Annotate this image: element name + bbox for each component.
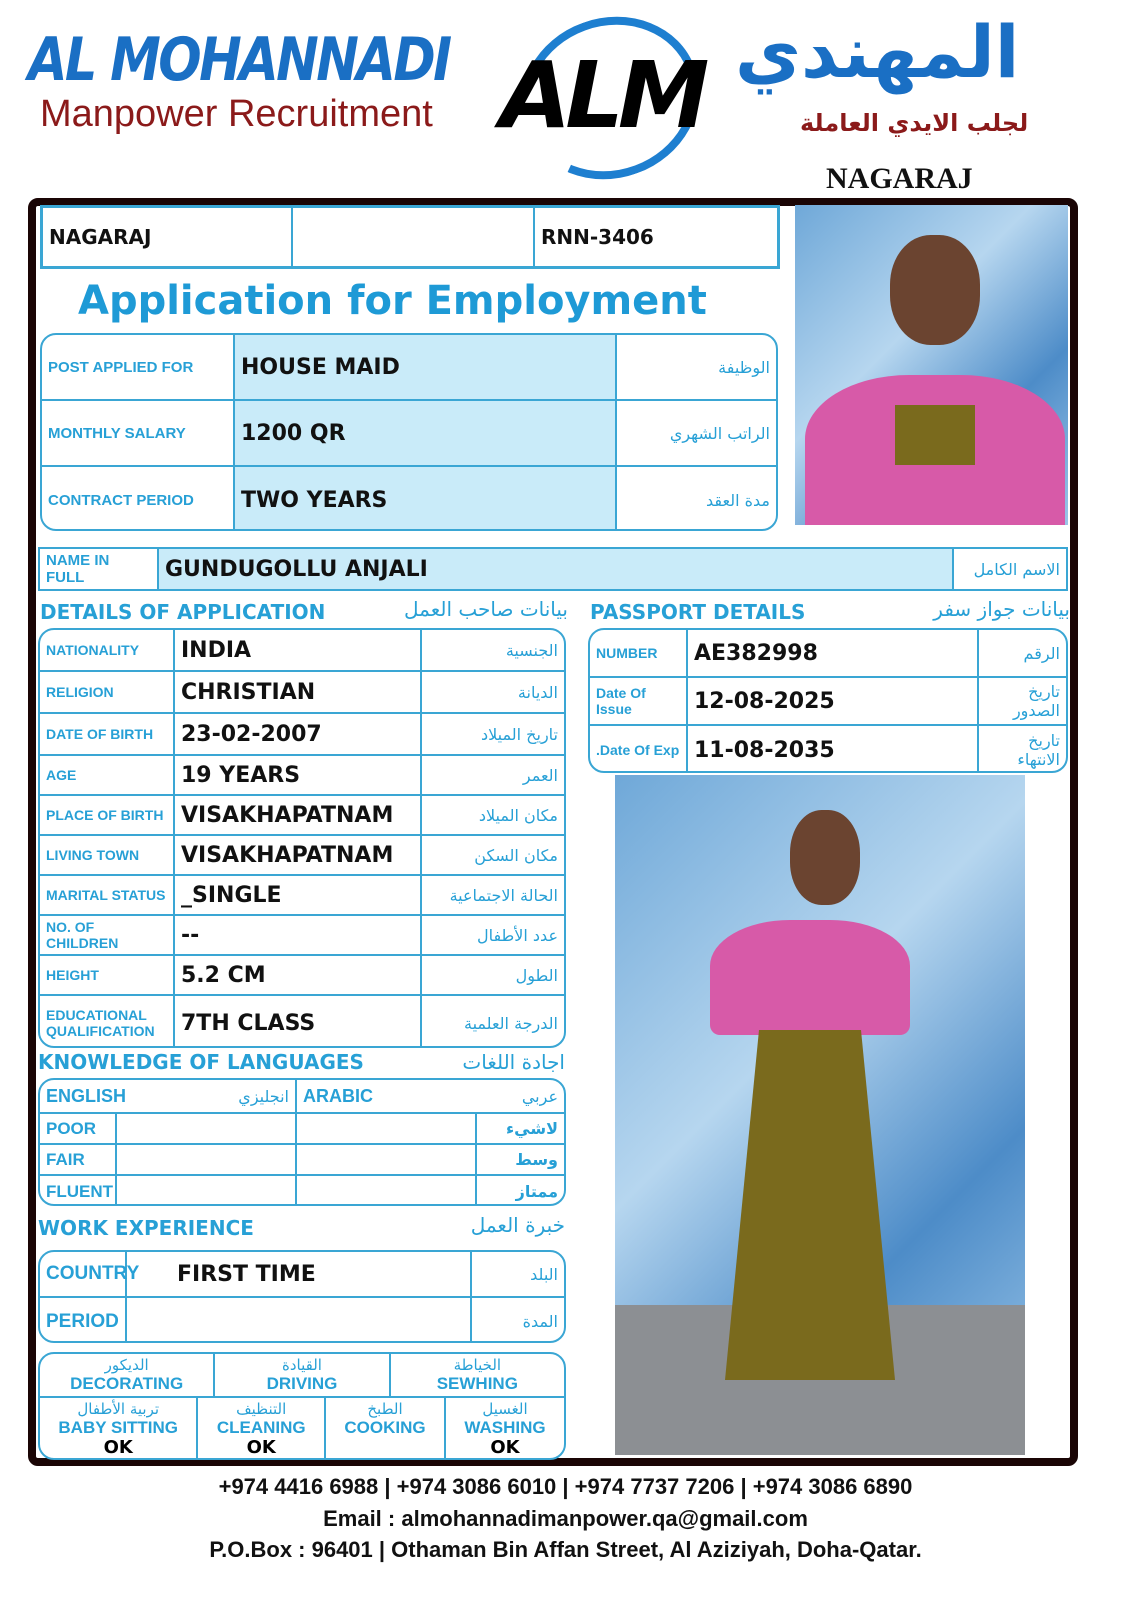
row-label: POST APPLIED FOR bbox=[42, 335, 235, 399]
agent-name: NAGARAJ bbox=[826, 162, 973, 195]
period-label-ar: المدة bbox=[522, 1312, 558, 1331]
table-row bbox=[42, 401, 776, 467]
passport-table bbox=[588, 628, 1068, 773]
language-level-row bbox=[40, 1114, 564, 1145]
level-label: FLUENT bbox=[40, 1176, 117, 1206]
row-label: MARITAL STATUS bbox=[40, 876, 175, 914]
details-heading-ar: بيانات صاحب العمل bbox=[404, 597, 568, 621]
skill-cell bbox=[391, 1354, 564, 1396]
table-row bbox=[590, 726, 1066, 773]
language-level-row bbox=[40, 1145, 564, 1176]
row-label-ar: الطول bbox=[515, 965, 558, 985]
skill-cell bbox=[40, 1354, 215, 1396]
table-row bbox=[40, 996, 564, 1048]
skills-row bbox=[40, 1354, 564, 1398]
name-label: NAME IN FULL bbox=[40, 549, 159, 589]
row-label-ar: الدرجة العلمية bbox=[464, 1013, 558, 1033]
row-label: .Date Of Exp bbox=[590, 726, 688, 773]
row-value: VISAKHAPATNAM bbox=[175, 836, 422, 874]
row-label: HEIGHT bbox=[40, 956, 175, 994]
row-value: 7TH CLASS bbox=[175, 996, 422, 1048]
country-value: FIRST TIME bbox=[127, 1252, 472, 1296]
row-label-ar: الديانة bbox=[517, 682, 558, 702]
work-table bbox=[38, 1250, 566, 1343]
level-label-ar: وسط bbox=[515, 1150, 558, 1169]
skill-label: BABY SITTING bbox=[58, 1418, 179, 1437]
work-heading: WORK EXPERIENCE bbox=[38, 1216, 254, 1240]
footer-email: Email : almohannadimanpower.qa@gmail.com bbox=[323, 1506, 808, 1531]
level-label: POOR bbox=[40, 1114, 117, 1143]
skill-mark: OK bbox=[246, 1437, 276, 1458]
level-label-ar: ممتاز bbox=[515, 1182, 558, 1201]
english-label: ENGLISH bbox=[46, 1085, 127, 1106]
country-label: COUNTRY bbox=[40, 1252, 127, 1296]
skill-cell bbox=[40, 1398, 198, 1460]
row-value: 11-08-2035 bbox=[688, 726, 979, 773]
face bbox=[890, 235, 980, 345]
row-label: PLACE OF BIRTH bbox=[40, 796, 175, 834]
dress bbox=[895, 405, 975, 465]
row-label-ar: تاريخ الانتهاء bbox=[1017, 731, 1060, 769]
row-label: CONTRACT PERIOD bbox=[42, 467, 235, 531]
table-row bbox=[40, 714, 564, 756]
full-name-row bbox=[38, 547, 1068, 591]
row-label: RELIGION bbox=[40, 672, 175, 712]
table-row bbox=[40, 672, 564, 714]
languages-header-row bbox=[40, 1080, 564, 1114]
skill-cell bbox=[326, 1398, 446, 1460]
skill-mark: OK bbox=[490, 1437, 520, 1458]
row-label: DATE OF BIRTH bbox=[40, 714, 175, 754]
arabic-level-cell[interactable] bbox=[297, 1176, 477, 1206]
work-heading-ar: خبرة العمل bbox=[470, 1213, 565, 1237]
passport-heading-ar: بيانات جواز سفر bbox=[933, 597, 1070, 621]
english-label-ar: انجليزي bbox=[238, 1086, 289, 1106]
country-label-ar: البلد bbox=[530, 1264, 558, 1284]
row-label-ar: عدد الأطفال bbox=[476, 925, 558, 945]
dress bbox=[725, 1030, 895, 1380]
row-label-ar: الرقم bbox=[1023, 643, 1060, 663]
row-label: NUMBER bbox=[590, 630, 688, 676]
row-label: Date Of Issue bbox=[590, 678, 688, 724]
skill-label-ar: الغسيل bbox=[482, 1400, 528, 1418]
full-body-photo bbox=[615, 775, 1025, 1455]
table-row bbox=[42, 335, 776, 401]
row-label-ar: الحالة الاجتماعية bbox=[449, 885, 558, 905]
skill-label: DRIVING bbox=[266, 1374, 338, 1393]
row-label-ar: الجنسية bbox=[505, 640, 558, 660]
post-table bbox=[40, 333, 778, 531]
name-value: GUNDUGOLLU ANJALI bbox=[159, 549, 954, 589]
skill-label-ar: الطبخ bbox=[367, 1400, 403, 1418]
skill-mark: OK bbox=[103, 1437, 133, 1458]
table-row bbox=[40, 630, 564, 672]
portrait-photo bbox=[795, 205, 1068, 525]
row-value: 23-02-2007 bbox=[175, 714, 422, 754]
row-value: HOUSE MAID bbox=[235, 335, 617, 399]
skills-row bbox=[40, 1398, 564, 1460]
skill-cell bbox=[215, 1354, 390, 1396]
skill-label: WASHING bbox=[464, 1418, 546, 1437]
skill-label-ar: تربية الأطفال bbox=[77, 1400, 160, 1418]
row-label-ar: الوظيفة bbox=[718, 357, 770, 377]
row-value: CHRISTIAN bbox=[175, 672, 422, 712]
table-row bbox=[40, 796, 564, 836]
row-label-ar: مدة العقد bbox=[706, 490, 770, 510]
logo-arabic-subtitle: لجلب الايدي العاملة bbox=[800, 109, 1029, 137]
skill-label-ar: التنظيف bbox=[236, 1400, 287, 1418]
row-label-ar: الراتب الشهري bbox=[669, 423, 770, 443]
blank-cell bbox=[293, 208, 535, 266]
dupatta bbox=[710, 920, 910, 1035]
reference-number: RNN-3406 bbox=[541, 225, 654, 249]
passport-heading: PASSPORT DETAILS bbox=[590, 600, 806, 624]
level-label-ar: لاشيء bbox=[505, 1119, 558, 1138]
languages-heading-ar: اجادة اللغات bbox=[462, 1050, 565, 1074]
skills-table bbox=[38, 1352, 566, 1460]
table-row bbox=[40, 956, 564, 996]
table-row bbox=[40, 836, 564, 876]
row-label: EDUCATIONAL QUALIFICATION bbox=[40, 996, 175, 1048]
row-label-ar: مكان السكن bbox=[474, 845, 558, 865]
skill-cell bbox=[198, 1398, 326, 1460]
footer-phones: +974 4416 6988 | +974 3086 6010 | +974 7737 7206 | +974 3086 6890 bbox=[218, 1474, 913, 1499]
details-table bbox=[38, 628, 566, 1048]
language-level-row bbox=[40, 1176, 564, 1206]
row-label: NO. OF CHILDREN bbox=[40, 916, 175, 954]
row-label-ar: تاريخ الميلاد bbox=[481, 724, 558, 744]
skill-label-ar: الديكور bbox=[104, 1356, 149, 1374]
languages-table bbox=[38, 1078, 566, 1206]
row-value: 12-08-2025 bbox=[688, 678, 979, 724]
row-label-ar: تاريخ الصدور bbox=[1012, 682, 1060, 720]
row-label: MONTHLY SALARY bbox=[42, 401, 235, 465]
row-value: INDIA bbox=[175, 630, 422, 670]
period-label: PERIOD bbox=[40, 1298, 127, 1343]
skill-label-ar: الخياطة bbox=[453, 1356, 502, 1374]
arabic-level-cell[interactable] bbox=[297, 1114, 477, 1143]
row-label: AGE bbox=[40, 756, 175, 794]
table-row bbox=[590, 678, 1066, 726]
page-title: Application for Employment bbox=[78, 278, 707, 324]
languages-heading: KNOWLEDGE OF LANGUAGES bbox=[38, 1050, 364, 1074]
skill-label: SEWHING bbox=[436, 1374, 518, 1393]
logo-mark: ALM bbox=[500, 42, 704, 149]
name-label-ar: الاسم الكامل bbox=[973, 559, 1060, 579]
agent-cell: NAGARAJ bbox=[43, 208, 293, 266]
logo-subtitle: Manpower Recruitment bbox=[40, 93, 433, 135]
english-level-cell[interactable] bbox=[117, 1176, 297, 1206]
table-row bbox=[40, 756, 564, 796]
row-value: VISAKHAPATNAM bbox=[175, 796, 422, 834]
row-label-ar: العمر bbox=[522, 765, 558, 785]
row-value: -- bbox=[175, 916, 422, 954]
skill-label: DECORATING bbox=[70, 1374, 184, 1393]
skill-label: COOKING bbox=[344, 1418, 426, 1437]
skill-label: CLEANING bbox=[216, 1418, 306, 1437]
row-value: 19 YEARS bbox=[175, 756, 422, 794]
english-level-cell[interactable] bbox=[117, 1145, 297, 1174]
skill-cell bbox=[446, 1398, 564, 1460]
row-label: LIVING TOWN bbox=[40, 836, 175, 874]
table-row bbox=[40, 916, 564, 956]
table-row bbox=[42, 467, 776, 531]
table-row bbox=[590, 630, 1066, 678]
row-label-ar: مكان الميلاد bbox=[478, 805, 558, 825]
row-label: NATIONALITY bbox=[40, 630, 175, 670]
level-label: FAIR bbox=[40, 1145, 117, 1174]
skill-label-ar: القيادة bbox=[282, 1356, 322, 1374]
logo-arabic: المهندي bbox=[735, 10, 1020, 94]
row-value: 1200 QR bbox=[235, 401, 617, 465]
row-value: 5.2 CM bbox=[175, 956, 422, 994]
arabic-label-ar: عربي bbox=[521, 1086, 558, 1106]
arabic-label: ARABIC bbox=[303, 1085, 373, 1106]
arabic-level-cell[interactable] bbox=[297, 1145, 477, 1174]
row-value: AE382998 bbox=[688, 630, 979, 676]
details-heading: DETAILS OF APPLICATION bbox=[40, 600, 326, 624]
logo-english: AL MOHANNADI bbox=[28, 25, 450, 95]
period-value bbox=[127, 1298, 472, 1343]
row-value: TWO YEARS bbox=[235, 467, 617, 531]
reference-strip bbox=[40, 205, 780, 269]
footer-address: P.O.Box : 96401 | Othaman Bin Affan Street, Al Aziziyah, Doha-Qatar. bbox=[209, 1537, 922, 1562]
row-value: _SINGLE bbox=[175, 876, 422, 914]
face bbox=[790, 810, 860, 905]
english-level-cell[interactable] bbox=[117, 1114, 297, 1143]
table-row bbox=[40, 876, 564, 916]
